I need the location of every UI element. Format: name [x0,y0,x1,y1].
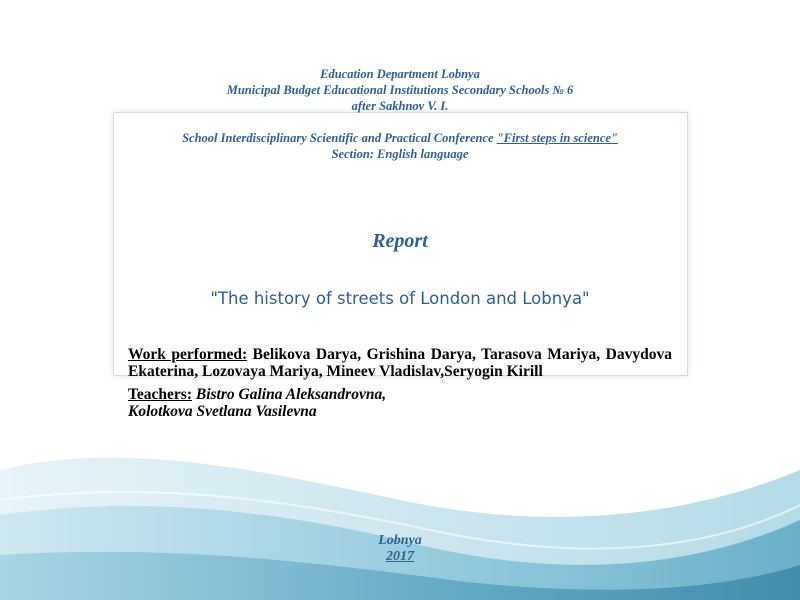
footer [0,533,800,565]
conference-title: "First steps in science" [496,131,618,145]
organization-header [100,66,700,162]
footer-city: Lobnya [378,533,422,548]
spacer [100,114,700,130]
report-topic: "The history of streets of London and Lobnya" [210,289,590,308]
conference-prefix: School Interdisciplinary Scientific and Practical Conference [182,131,497,145]
authors-names: Belikova Darya, Grishina Darya, Tarasova Mariya, Davydova Ekaterina, Lozovaya Mariya, Mineev Vladislav,Seryogin Kirill [128,346,672,380]
department-name: Education Department Lobnya [320,67,480,81]
institution-name: Municipal Budget Educational Institutions Secondary Schools № 6 [226,83,574,97]
footer-year: 2017 [386,549,414,564]
teachers-label: Teachers: [128,386,192,403]
report-label: Report [372,230,428,252]
authors-label: Work performed: [128,346,248,363]
teacher-2: Kolotkova Svetlana Vasilevna [128,403,317,420]
institution-named-after: after Sakhnov V. I. [351,99,449,113]
credits-block [128,346,672,420]
conference-line [100,130,700,146]
authors-paragraph [128,346,672,380]
section-name: Section: English language [331,147,469,161]
teachers-paragraph [128,386,672,420]
teacher-1: Bistro Galina Aleksandrovna, [192,386,387,403]
